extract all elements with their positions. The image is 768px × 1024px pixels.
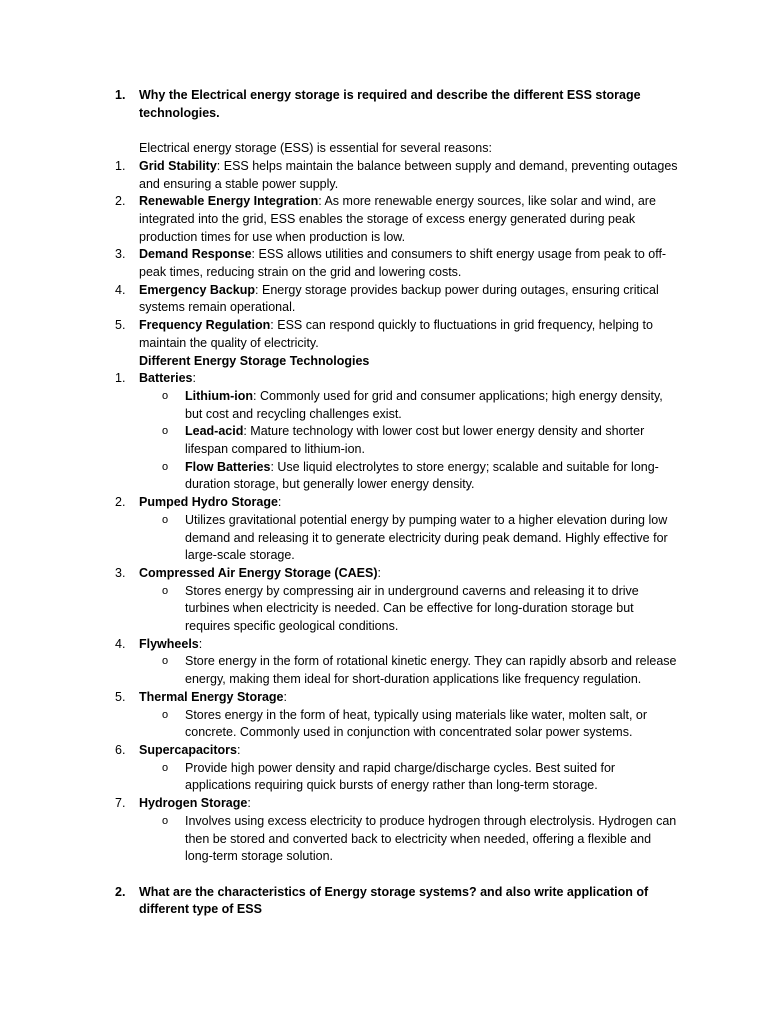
bullet-text: : Commonly used for grid and consumer applications; high energy density, but cost and recycling challenges exist. bbox=[185, 388, 663, 421]
bullet-marker: o bbox=[162, 513, 169, 526]
technology-number: 2. bbox=[115, 495, 126, 510]
reason-term: Emergency Backup bbox=[139, 282, 256, 297]
bullet-text: Involves using excess electricity to produce hydrogen through electrolysis. Hydrogen can then be stored and converted back to electricity when needed, offering a flexible and long-term storage solution. bbox=[185, 813, 677, 864]
bullet-marker: o bbox=[162, 655, 169, 668]
question-2 bbox=[0, 884, 768, 919]
technology-bullet bbox=[0, 707, 768, 742]
spacer bbox=[0, 122, 768, 140]
bullet-text: Store energy in the form of rotational kinetic energy. They can rapidly absorb and release energy, making them ideal for short-duration applications like frequency regulation. bbox=[185, 654, 677, 687]
question-2-text: What are the characteristics of Energy storage systems? and also write application of different type of ESS bbox=[139, 884, 649, 917]
bullet-text: Stores energy in the form of heat, typically using materials like water, molten salt, or concrete. Commonly used in conjunction with concentrated solar power systems. bbox=[185, 707, 648, 740]
intro-paragraph bbox=[0, 140, 768, 158]
technologies-heading bbox=[0, 353, 768, 371]
technologies-list bbox=[0, 370, 768, 866]
reason-text: : Energy storage provides backup power during outages, ensuring critical systems remain operational. bbox=[139, 282, 659, 315]
technologies-heading-text: Different Energy Storage Technologies bbox=[139, 353, 370, 368]
technology-suffix: : bbox=[377, 565, 381, 580]
bullet-text: : Mature technology with lower cost but lower energy density and shorter lifespan compared to lithium-ion. bbox=[185, 424, 645, 457]
reason-number: 3. bbox=[115, 247, 126, 262]
technology-term: Hydrogen Storage bbox=[139, 796, 248, 811]
reason-text: : ESS allows utilities and consumers to shift energy usage from peak to off-peak times, reducing strain on the grid and lowering costs. bbox=[139, 247, 667, 280]
bullet-text: Provide high power density and rapid charge/discharge cycles. Best suited for applications requiring quick bursts of energy rather than long-term storage. bbox=[185, 760, 616, 793]
bullet-marker: o bbox=[162, 425, 169, 438]
bullet-marker: o bbox=[162, 389, 169, 402]
question-2-number: 2. bbox=[115, 884, 126, 899]
reason-number: 5. bbox=[115, 318, 126, 333]
technology-number: 5. bbox=[115, 689, 126, 704]
reason-item bbox=[0, 193, 768, 246]
spacer bbox=[0, 866, 768, 884]
technology-item bbox=[0, 689, 768, 707]
technology-number: 7. bbox=[115, 796, 126, 811]
technology-bullet bbox=[0, 512, 768, 565]
technology-number: 6. bbox=[115, 743, 126, 757]
reason-number: 1. bbox=[115, 158, 126, 173]
question-1 bbox=[0, 87, 768, 122]
bullet-term: Lead-acid bbox=[185, 424, 244, 439]
reason-text: : As more renewable energy sources, like solar and wind, are integrated into the grid, ESS enables the storage of excess energy generated during peak production times for use when production is low. bbox=[139, 194, 656, 244]
bullet-term: Flow Batteries bbox=[185, 459, 271, 474]
technology-term: Flywheels bbox=[139, 636, 199, 651]
technology-number: 1. bbox=[115, 371, 126, 386]
bullet-term: Lithium-ion bbox=[185, 388, 254, 403]
bullet-text: Utilizes gravitational potential energy by pumping water to a higher elevation during low demand and releasing it to generate electricity during peak demand. Highly effective for large-scale storage. bbox=[185, 512, 668, 563]
question-1-number: 1. bbox=[115, 88, 126, 102]
reason-term: Demand Response bbox=[139, 247, 252, 262]
technology-term: Batteries bbox=[139, 371, 193, 386]
reason-term: Grid Stability bbox=[139, 158, 217, 173]
technology-suffix: : bbox=[277, 495, 282, 510]
bullet-text: : Use liquid electrolytes to store energy; scalable and suitable for long-duration storage, but generally lower energy density. bbox=[185, 459, 659, 492]
reason-item bbox=[0, 282, 768, 317]
document-body bbox=[0, 87, 768, 919]
reason-item bbox=[0, 246, 768, 281]
reason-text: : ESS helps maintain the balance between supply and demand, preventing outages and ensuring a stable power supply. bbox=[139, 158, 678, 191]
technology-suffix: : bbox=[283, 689, 287, 704]
reason-text: : ESS can respond quickly to fluctuations in grid frequency, helping to maintain the quality of electricity. bbox=[139, 318, 653, 350]
reason-number: 4. bbox=[115, 282, 126, 297]
technology-suffix: : bbox=[198, 636, 203, 651]
technology-suffix: : bbox=[236, 743, 241, 757]
technology-term: Pumped Hydro Storage bbox=[139, 495, 278, 510]
technology-number: 3. bbox=[115, 565, 126, 580]
bullet-marker: o bbox=[162, 814, 169, 827]
reason-term: Frequency Regulation bbox=[139, 318, 271, 333]
technology-bullet bbox=[0, 583, 768, 636]
bullet-marker: o bbox=[162, 761, 169, 774]
technology-bullet bbox=[0, 423, 768, 458]
technology-bullet bbox=[0, 813, 768, 866]
technology-bullet bbox=[0, 388, 768, 423]
reason-term: Renewable Energy Integration bbox=[139, 194, 319, 209]
technology-number: 4. bbox=[115, 636, 126, 651]
question-1-text: Why the Electrical energy storage is required and describe the different ESS storage technologies. bbox=[139, 88, 641, 120]
technology-item bbox=[0, 636, 768, 654]
reason-number: 2. bbox=[115, 194, 126, 209]
technology-term: Compressed Air Energy Storage (CAES) bbox=[139, 565, 378, 580]
technology-bullet bbox=[0, 760, 768, 795]
technology-term: Thermal Energy Storage bbox=[139, 689, 284, 704]
bullet-text: Stores energy by compressing air in underground caverns and releasing it to drive turbines when electricity is needed. Can be effective for long-duration storage but requires specific geological conditions. bbox=[185, 583, 639, 634]
bullet-marker: o bbox=[162, 584, 169, 597]
bullet-marker: o bbox=[162, 708, 169, 721]
technology-item bbox=[0, 370, 768, 388]
technology-item bbox=[0, 742, 768, 760]
reason-item bbox=[0, 317, 768, 352]
reasons-list bbox=[0, 158, 768, 353]
technology-bullet bbox=[0, 459, 768, 494]
technology-suffix: : bbox=[192, 371, 196, 386]
bullet-marker: o bbox=[162, 460, 169, 473]
technology-item bbox=[0, 565, 768, 583]
technology-bullet bbox=[0, 653, 768, 688]
technology-item bbox=[0, 795, 768, 813]
technology-suffix: : bbox=[247, 796, 251, 811]
reason-item bbox=[0, 158, 768, 193]
intro-text: Electrical energy storage (ESS) is essential for several reasons: bbox=[139, 141, 492, 156]
technology-term: Supercapacitors bbox=[139, 743, 237, 757]
technology-item bbox=[0, 494, 768, 512]
